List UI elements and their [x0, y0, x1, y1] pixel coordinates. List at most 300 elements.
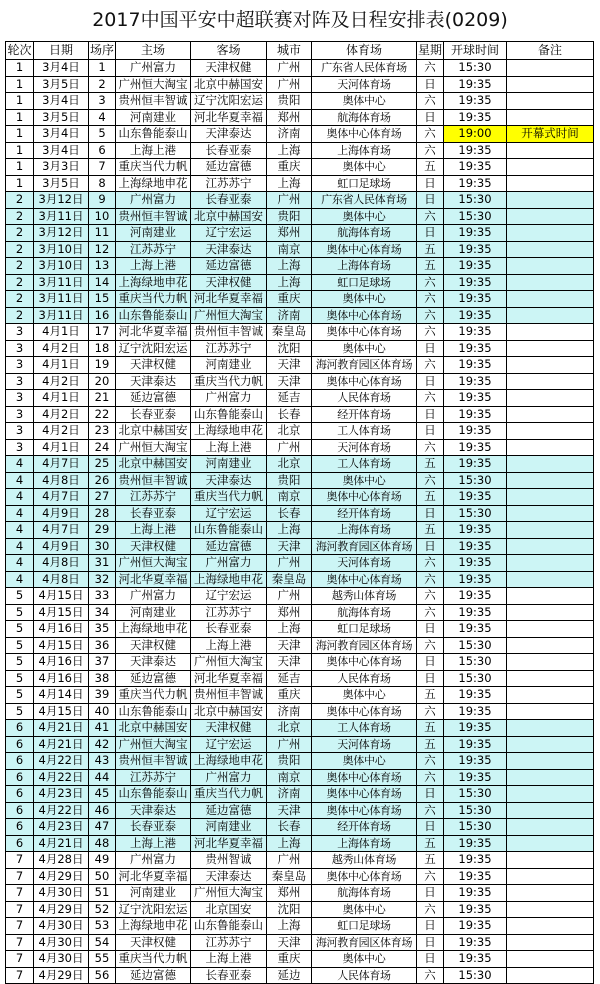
- cell-date: 3月12日: [34, 225, 89, 242]
- cell-date: 4月30日: [34, 918, 89, 935]
- col-header-home-team: 主场: [116, 42, 191, 60]
- cell-date: 4月16日: [34, 621, 89, 638]
- cell-seq: 25: [89, 456, 116, 473]
- cell-city: 天津: [267, 374, 312, 391]
- cell-kickoff-time: 19:35: [444, 621, 507, 638]
- cell-stadium: 奥体中心体育场: [312, 770, 417, 787]
- cell-stadium: 奥体中心: [312, 291, 417, 308]
- cell-away-team: 广州富力: [191, 390, 267, 407]
- cell-date: 3月4日: [34, 126, 89, 143]
- cell-seq: 9: [89, 192, 116, 209]
- cell-seq: 8: [89, 176, 116, 193]
- cell-seq: 33: [89, 588, 116, 605]
- cell-note: [507, 522, 594, 539]
- cell-away-team: 江苏苏宁: [191, 935, 267, 952]
- cell-home-team: 延边富德: [116, 671, 191, 688]
- cell-date: 4月22日: [34, 770, 89, 787]
- cell-seq: 31: [89, 555, 116, 572]
- cell-weekday: 日: [417, 951, 444, 968]
- cell-home-team: 河北华夏幸福: [116, 572, 191, 589]
- cell-weekday: 日: [417, 918, 444, 935]
- cell-seq: 49: [89, 852, 116, 869]
- cell-seq: 21: [89, 390, 116, 407]
- cell-away-team: 贵州恒丰智诚: [191, 687, 267, 704]
- cell-round: 7: [6, 885, 34, 902]
- cell-home-team: 山东鲁能泰山: [116, 704, 191, 721]
- cell-kickoff-time: 15:30: [444, 654, 507, 671]
- cell-away-team: 长春亚泰: [191, 621, 267, 638]
- cell-home-team: 上海绿地申花: [116, 621, 191, 638]
- cell-away-team: 上海绿地申花: [191, 423, 267, 440]
- cell-weekday: 六: [417, 357, 444, 374]
- cell-round: 5: [6, 671, 34, 688]
- cell-date: 4月22日: [34, 803, 89, 820]
- cell-kickoff-time: 19:35: [444, 110, 507, 127]
- col-header-weekday: 星期: [417, 42, 444, 60]
- cell-note: [507, 704, 594, 721]
- cell-away-team: 广州恒大淘宝: [191, 308, 267, 325]
- cell-seq: 41: [89, 720, 116, 737]
- cell-home-team: 河南建业: [116, 225, 191, 242]
- cell-away-team: 山东鲁能泰山: [191, 407, 267, 424]
- cell-weekday: 日: [417, 654, 444, 671]
- col-header-seq: 场序: [89, 42, 116, 60]
- cell-note: [507, 176, 594, 193]
- cell-kickoff-time: 19:35: [444, 852, 507, 869]
- cell-stadium: 人民体育场: [312, 671, 417, 688]
- cell-city: 长春: [267, 819, 312, 836]
- cell-round: 3: [6, 324, 34, 341]
- cell-round: 6: [6, 720, 34, 737]
- table-row: [6, 704, 594, 721]
- cell-city: 北京: [267, 456, 312, 473]
- cell-city: 天津: [267, 654, 312, 671]
- cell-round: 2: [6, 242, 34, 259]
- cell-city: 天津: [267, 935, 312, 952]
- cell-date: 3月11日: [34, 308, 89, 325]
- cell-seq: 56: [89, 968, 116, 984]
- cell-date: 4月15日: [34, 588, 89, 605]
- cell-seq: 45: [89, 786, 116, 803]
- cell-kickoff-time: 19:35: [444, 836, 507, 853]
- cell-kickoff-time: 19:35: [444, 225, 507, 242]
- cell-weekday: 五: [417, 159, 444, 176]
- cell-kickoff-time: 19:35: [444, 258, 507, 275]
- cell-home-team: 重庆当代力帆: [116, 687, 191, 704]
- cell-round: 3: [6, 440, 34, 457]
- cell-kickoff-time: 19:35: [444, 555, 507, 572]
- table-row: [6, 588, 594, 605]
- cell-stadium: 经开体育场: [312, 506, 417, 523]
- cell-seq: 38: [89, 671, 116, 688]
- cell-away-team: 江苏苏宁: [191, 341, 267, 358]
- cell-city: 广州: [267, 737, 312, 754]
- cell-kickoff-time: 19:35: [444, 77, 507, 94]
- cell-date: 3月12日: [34, 192, 89, 209]
- cell-date: 4月23日: [34, 819, 89, 836]
- cell-weekday: 六: [417, 555, 444, 572]
- cell-city: 郑州: [267, 225, 312, 242]
- cell-date: 4月21日: [34, 720, 89, 737]
- cell-kickoff-time: 19:35: [444, 423, 507, 440]
- cell-weekday: 日: [417, 407, 444, 424]
- cell-round: 4: [6, 522, 34, 539]
- cell-weekday: 六: [417, 440, 444, 457]
- cell-kickoff-time: 19:35: [444, 704, 507, 721]
- cell-home-team: 山东鲁能泰山: [116, 126, 191, 143]
- cell-weekday: 日: [417, 885, 444, 902]
- cell-kickoff-time: 19:35: [444, 522, 507, 539]
- cell-weekday: 五: [417, 258, 444, 275]
- cell-note: [507, 308, 594, 325]
- cell-round: 2: [6, 275, 34, 292]
- cell-stadium: 奥体中心: [312, 902, 417, 919]
- cell-weekday: 六: [417, 770, 444, 787]
- cell-home-team: 广州恒大淘宝: [116, 555, 191, 572]
- cell-stadium: 天河体育场: [312, 440, 417, 457]
- cell-kickoff-time: 19:35: [444, 341, 507, 358]
- cell-weekday: 六: [417, 143, 444, 160]
- cell-note: [507, 275, 594, 292]
- cell-city: 郑州: [267, 110, 312, 127]
- cell-date: 4月21日: [34, 836, 89, 853]
- table-row: [6, 638, 594, 655]
- cell-stadium: 工人体育场: [312, 456, 417, 473]
- cell-weekday: 五: [417, 522, 444, 539]
- cell-weekday: 日: [417, 192, 444, 209]
- cell-home-team: 重庆当代力帆: [116, 951, 191, 968]
- cell-home-team: 江苏苏宁: [116, 489, 191, 506]
- cell-away-team: 河南建业: [191, 357, 267, 374]
- cell-kickoff-time: 19:35: [444, 770, 507, 787]
- cell-stadium: 奥体中心: [312, 473, 417, 490]
- cell-kickoff-time: 19:35: [444, 324, 507, 341]
- cell-date: 4月2日: [34, 341, 89, 358]
- cell-note: [507, 836, 594, 853]
- table-row: [6, 935, 594, 952]
- cell-seq: 37: [89, 654, 116, 671]
- cell-weekday: 六: [417, 93, 444, 110]
- cell-home-team: 广州恒大淘宝: [116, 77, 191, 94]
- cell-seq: 24: [89, 440, 116, 457]
- cell-weekday: 五: [417, 720, 444, 737]
- cell-city: 北京: [267, 720, 312, 737]
- cell-seq: 46: [89, 803, 116, 820]
- cell-round: 3: [6, 357, 34, 374]
- cell-away-team: 辽宁宏运: [191, 506, 267, 523]
- cell-stadium: 奥体中心: [312, 159, 417, 176]
- cell-kickoff-time: 19:35: [444, 390, 507, 407]
- cell-home-team: 广州恒大淘宝: [116, 440, 191, 457]
- cell-city: 上海: [267, 258, 312, 275]
- cell-seq: 22: [89, 407, 116, 424]
- cell-stadium: 奥体中心体育场: [312, 374, 417, 391]
- table-row: [6, 209, 594, 226]
- cell-date: 4月29日: [34, 869, 89, 886]
- table-row: [6, 357, 594, 374]
- cell-date: 3月11日: [34, 275, 89, 292]
- cell-date: 4月29日: [34, 902, 89, 919]
- cell-round: 2: [6, 192, 34, 209]
- cell-date: 4月7日: [34, 489, 89, 506]
- cell-away-team: 贵州恒丰智诚: [191, 324, 267, 341]
- cell-round: 6: [6, 770, 34, 787]
- cell-stadium: 奥体中心体育场: [312, 704, 417, 721]
- cell-note: [507, 60, 594, 77]
- cell-stadium: 奥体中心体育场: [312, 572, 417, 589]
- cell-date: 4月1日: [34, 390, 89, 407]
- cell-kickoff-time: 19:35: [444, 737, 507, 754]
- cell-round: 6: [6, 803, 34, 820]
- cell-round: 1: [6, 126, 34, 143]
- cell-weekday: 日: [417, 819, 444, 836]
- table-row: [6, 143, 594, 160]
- cell-weekday: 五: [417, 242, 444, 259]
- cell-weekday: 五: [417, 687, 444, 704]
- cell-away-team: 天津泰达: [191, 869, 267, 886]
- cell-seq: 29: [89, 522, 116, 539]
- cell-date: 4月2日: [34, 407, 89, 424]
- cell-note: [507, 803, 594, 820]
- cell-round: 1: [6, 176, 34, 193]
- cell-seq: 16: [89, 308, 116, 325]
- cell-seq: 34: [89, 605, 116, 622]
- cell-seq: 39: [89, 687, 116, 704]
- cell-away-team: 山东鲁能泰山: [191, 918, 267, 935]
- cell-round: 2: [6, 308, 34, 325]
- cell-date: 4月22日: [34, 753, 89, 770]
- cell-note: [507, 968, 594, 984]
- cell-weekday: 六: [417, 968, 444, 984]
- cell-seq: 52: [89, 902, 116, 919]
- cell-kickoff-time: 19:35: [444, 605, 507, 622]
- cell-date: 3月10日: [34, 242, 89, 259]
- cell-city: 贵阳: [267, 753, 312, 770]
- cell-away-team: 江苏苏宁: [191, 605, 267, 622]
- cell-seq: 48: [89, 836, 116, 853]
- cell-home-team: 长春亚泰: [116, 407, 191, 424]
- cell-seq: 3: [89, 93, 116, 110]
- cell-city: 天津: [267, 803, 312, 820]
- col-header-round: 轮次: [6, 42, 34, 60]
- cell-stadium: 奥体中心体育场: [312, 308, 417, 325]
- cell-away-team: 河北华夏幸福: [191, 110, 267, 127]
- cell-note: [507, 737, 594, 754]
- cell-home-team: 重庆当代力帆: [116, 159, 191, 176]
- table-row: [6, 852, 594, 869]
- cell-weekday: 五: [417, 737, 444, 754]
- cell-stadium: 奥体中心体育场: [312, 489, 417, 506]
- cell-home-team: 河南建业: [116, 605, 191, 622]
- cell-city: 郑州: [267, 885, 312, 902]
- cell-weekday: 日: [417, 225, 444, 242]
- cell-city: 贵阳: [267, 93, 312, 110]
- cell-weekday: 日: [417, 935, 444, 952]
- table-row: [6, 671, 594, 688]
- cell-note: [507, 242, 594, 259]
- table-row: [6, 275, 594, 292]
- cell-home-team: 上海绿地申花: [116, 275, 191, 292]
- table-row: [6, 786, 594, 803]
- cell-home-team: 山东鲁能泰山: [116, 308, 191, 325]
- cell-away-team: 上海上港: [191, 951, 267, 968]
- cell-note: [507, 374, 594, 391]
- cell-note: [507, 77, 594, 94]
- cell-kickoff-time: 15:30: [444, 473, 507, 490]
- cell-city: 广州: [267, 588, 312, 605]
- cell-note: [507, 341, 594, 358]
- cell-stadium: 海河教育园区体育场: [312, 357, 417, 374]
- cell-seq: 32: [89, 572, 116, 589]
- table-row: [6, 291, 594, 308]
- schedule-table: [5, 41, 594, 984]
- cell-round: 7: [6, 935, 34, 952]
- cell-kickoff-time: 19:35: [444, 885, 507, 902]
- cell-seq: 13: [89, 258, 116, 275]
- table-row: [6, 869, 594, 886]
- cell-seq: 35: [89, 621, 116, 638]
- cell-stadium: 奥体中心体育场: [312, 242, 417, 259]
- cell-stadium: 上海体育场: [312, 143, 417, 160]
- cell-kickoff-time: 19:35: [444, 951, 507, 968]
- cell-seq: 19: [89, 357, 116, 374]
- cell-home-team: 重庆当代力帆: [116, 291, 191, 308]
- cell-away-team: 辽宁宏运: [191, 737, 267, 754]
- cell-note: [507, 885, 594, 902]
- cell-stadium: 航海体育场: [312, 225, 417, 242]
- cell-seq: 23: [89, 423, 116, 440]
- cell-kickoff-time: 15:30: [444, 819, 507, 836]
- cell-round: 6: [6, 836, 34, 853]
- cell-weekday: 六: [417, 390, 444, 407]
- cell-date: 4月16日: [34, 671, 89, 688]
- cell-away-team: 北京国安: [191, 902, 267, 919]
- cell-city: 天津: [267, 357, 312, 374]
- cell-away-team: 重庆当代力帆: [191, 786, 267, 803]
- table-row: [6, 77, 594, 94]
- cell-stadium: 虹口足球场: [312, 621, 417, 638]
- cell-round: 7: [6, 902, 34, 919]
- cell-city: 秦皇岛: [267, 572, 312, 589]
- table-row: [6, 720, 594, 737]
- cell-city: 郑州: [267, 605, 312, 622]
- cell-stadium: 上海体育场: [312, 258, 417, 275]
- cell-seq: 51: [89, 885, 116, 902]
- cell-note: [507, 786, 594, 803]
- cell-home-team: 天津泰达: [116, 374, 191, 391]
- cell-seq: 10: [89, 209, 116, 226]
- page-title: 2017中国平安中超联赛对阵及日程安排表(0209): [92, 9, 508, 31]
- cell-round: 3: [6, 407, 34, 424]
- cell-away-team: 辽宁沈阳宏运: [191, 93, 267, 110]
- cell-round: 2: [6, 225, 34, 242]
- cell-kickoff-time: 15:30: [444, 671, 507, 688]
- cell-note: [507, 423, 594, 440]
- cell-round: 6: [6, 753, 34, 770]
- cell-stadium: 奥体中心体育场: [312, 654, 417, 671]
- cell-weekday: 六: [417, 902, 444, 919]
- cell-weekday: 六: [417, 308, 444, 325]
- cell-round: 5: [6, 605, 34, 622]
- cell-date: 4月15日: [34, 605, 89, 622]
- cell-away-team: 上海绿地申花: [191, 572, 267, 589]
- cell-home-team: 长春亚泰: [116, 819, 191, 836]
- cell-seq: 30: [89, 539, 116, 556]
- cell-city: 延边: [267, 968, 312, 984]
- cell-stadium: 虹口足球场: [312, 176, 417, 193]
- cell-away-team: 北京中赫国安: [191, 704, 267, 721]
- cell-kickoff-time: 19:35: [444, 902, 507, 919]
- cell-date: 4月21日: [34, 737, 89, 754]
- cell-note: [507, 555, 594, 572]
- cell-date: 4月30日: [34, 951, 89, 968]
- cell-note: [507, 192, 594, 209]
- cell-stadium: 奥体中心体育场: [312, 126, 417, 143]
- cell-seq: 44: [89, 770, 116, 787]
- table-row: [6, 753, 594, 770]
- cell-stadium: 越秀山体育场: [312, 852, 417, 869]
- cell-date: 4月15日: [34, 638, 89, 655]
- cell-weekday: 五: [417, 836, 444, 853]
- cell-seq: 27: [89, 489, 116, 506]
- cell-round: 4: [6, 539, 34, 556]
- table-row: [6, 918, 594, 935]
- cell-round: 1: [6, 93, 34, 110]
- cell-weekday: 六: [417, 473, 444, 490]
- table-row: [6, 951, 594, 968]
- cell-away-team: 天津权健: [191, 60, 267, 77]
- cell-date: 3月4日: [34, 143, 89, 160]
- cell-weekday: 六: [417, 803, 444, 820]
- table-row: [6, 308, 594, 325]
- cell-note: [507, 225, 594, 242]
- cell-kickoff-time: 15:30: [444, 968, 507, 984]
- cell-date: 4月1日: [34, 324, 89, 341]
- cell-date: 4月8日: [34, 473, 89, 490]
- cell-city: 广州: [267, 77, 312, 94]
- cell-stadium: 奥体中心体育场: [312, 803, 417, 820]
- table-row: [6, 819, 594, 836]
- cell-kickoff-time: 19:35: [444, 374, 507, 391]
- cell-seq: 42: [89, 737, 116, 754]
- cell-stadium: 奥体中心: [312, 687, 417, 704]
- cell-home-team: 广州富力: [116, 588, 191, 605]
- cell-note: [507, 324, 594, 341]
- cell-seq: 4: [89, 110, 116, 127]
- cell-round: 7: [6, 869, 34, 886]
- cell-seq: 50: [89, 869, 116, 886]
- cell-round: 2: [6, 258, 34, 275]
- cell-seq: 43: [89, 753, 116, 770]
- cell-kickoff-time: 19:35: [444, 720, 507, 737]
- cell-city: 长春: [267, 407, 312, 424]
- cell-city: 南京: [267, 242, 312, 259]
- cell-round: 5: [6, 654, 34, 671]
- cell-away-team: 延边富德: [191, 539, 267, 556]
- cell-note: [507, 572, 594, 589]
- cell-weekday: 六: [417, 753, 444, 770]
- cell-kickoff-time: 15:30: [444, 638, 507, 655]
- cell-seq: 5: [89, 126, 116, 143]
- cell-kickoff-time: 19:35: [444, 159, 507, 176]
- cell-weekday: 六: [417, 126, 444, 143]
- cell-note: [507, 258, 594, 275]
- cell-note: [507, 407, 594, 424]
- cell-kickoff-time: 15:30: [444, 803, 507, 820]
- cell-kickoff-time: 19:35: [444, 93, 507, 110]
- cell-seq: 18: [89, 341, 116, 358]
- cell-city: 贵阳: [267, 473, 312, 490]
